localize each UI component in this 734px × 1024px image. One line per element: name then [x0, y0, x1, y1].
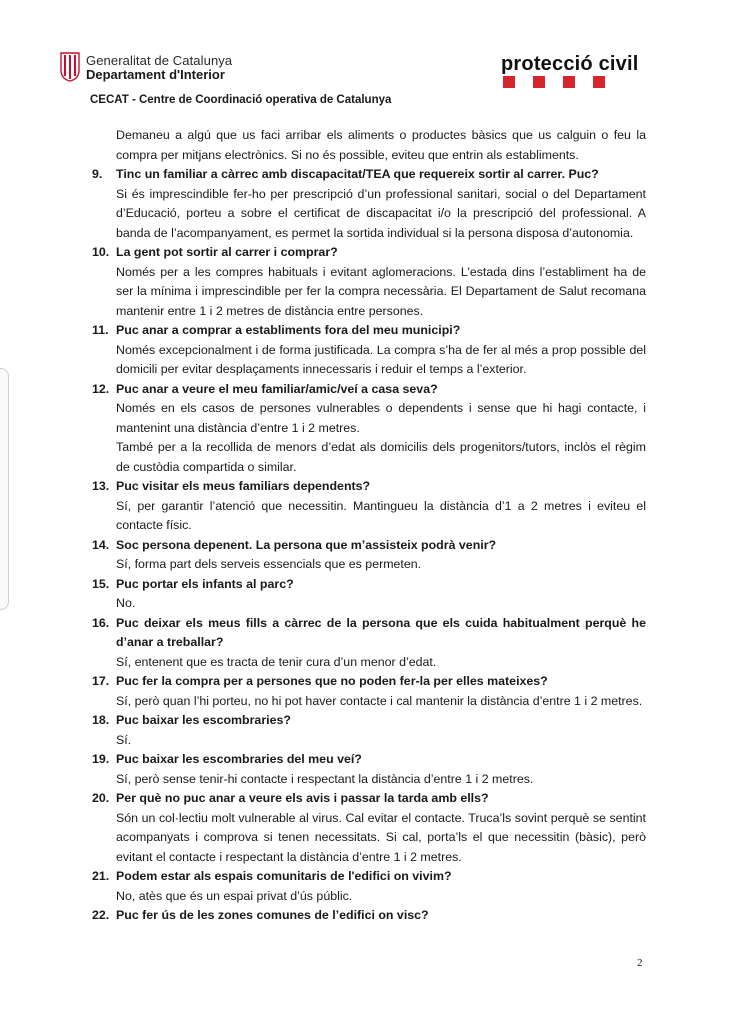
faq-answer: Sí, forma part dels serveis essencials que es permeten. [116, 557, 422, 571]
faq-content [92, 126, 646, 926]
question-text: Puc baixar les escombraries? [116, 713, 291, 727]
question-text: Soc persona depenent. La persona que m’assisteix podrà venir? [116, 537, 497, 552]
faq-answer: Sí, però sense tenir-hi contacte i respectant la distància d’entre 1 i 2 metres. [116, 771, 534, 786]
question-text: Podem estar als espais comunitaris de l'edifici on vivim? [116, 869, 452, 883]
gencat-name: Generalitat de Catalunya [86, 53, 233, 68]
faq-answer: Si és imprescindible fer-ho per prescripció d’un professional sanitari, social o del Departament d’Educació, porteu a sobre el certificat de discapacitat i/o la prescripció del professional. A banda de l’acompanyament, es permet la sortida individual si la persona disposa d’autonomia. [116, 186, 646, 240]
intro-paragraph: Demaneu a algú que us faci arribar els aliments o productes bàsics que us calguin o feu la compra per mitjans electrònics. Si no és possible, eviteu que entrin als establiments. [116, 128, 646, 162]
question-number: 11. [92, 323, 109, 337]
question-number: 13. [92, 479, 110, 493]
question-number: 20. [92, 791, 110, 805]
question-number: 15. [92, 576, 110, 591]
question-number: 12. [92, 381, 110, 396]
faq-answer: També per a la recollida de menors d’edat als domicilis dels progenitors/tutors, inclòs el règim de custòdia compartida o similar. [116, 440, 646, 474]
department-name: Departament d'Interior [86, 67, 225, 82]
faq-question [92, 672, 646, 692]
question-number: 16. [92, 615, 110, 630]
faq-question [92, 711, 646, 731]
question-text: Puc portar els infants al parc? [116, 576, 294, 591]
question-text: Tinc un familiar a càrrec amb discapacitat/TEA que requereix sortir al carrer. Puc? [116, 167, 599, 181]
question-text: Puc anar a comprar a establiments fora del meu municipi? [116, 323, 461, 337]
faq-question [92, 165, 646, 185]
proteccio-civil-logo [501, 54, 639, 74]
question-text: Puc fer la compra per a persones que no poden fer-la per elles mateixes? [116, 674, 548, 688]
faq-question [92, 750, 646, 770]
question-text: Puc baixar les escombraries del meu veí? [116, 752, 362, 766]
document-subtitle: CECAT - Centre de Coordinació operativa de Catalunya [90, 94, 392, 106]
faq-answer: Són un col·lectiu molt vulnerable al virus. Cal evitar el contacte. Truca’ls sovint perquè se sentint acompanyats i comprova si tenen necessitats. Si cal, porta’ls el que necessitin (bàsic), però evitant el contacte i respectant la distància d’entre 1 i 2 metres. [116, 810, 646, 864]
brand-squares [503, 76, 623, 88]
question-number: 22. [92, 908, 110, 922]
question-text: Puc deixar els meus fills a càrrec de la persona que els cuida habitualment perquè he d’anar a treballar? [116, 615, 646, 649]
faq-question [92, 477, 646, 497]
question-text: Puc fer ús de les zones comunes de l’edifici on visc? [116, 908, 429, 922]
faq-question [92, 243, 646, 263]
faq-question [92, 536, 646, 556]
faq-answer: Sí, però quan l’hi porteu, no hi pot haver contacte i cal mantenir la distància d’entre 1 i 2 metres. [116, 693, 643, 708]
faq-question [92, 380, 646, 400]
faq-question [92, 614, 646, 653]
brand-text: protecció civil [501, 53, 639, 75]
question-number: 17. [92, 674, 110, 688]
brand-square [563, 76, 575, 88]
question-text: Puc visitar els meus familiars dependents? [116, 479, 371, 493]
faq-question [92, 789, 646, 809]
question-number: 19. [92, 752, 110, 766]
faq-answer: Sí. [116, 732, 132, 747]
faq-answer: Només excepcionalment i de forma justificada. La compra s’ha de fer al més a prop possible del domicili per evitar desplaçaments innecessaris i reduir el temps a l’exterior. [116, 342, 646, 376]
faq-question [92, 906, 646, 926]
faq-answer: No. [116, 596, 136, 610]
gencat-emblem-icon [60, 52, 80, 82]
faq-answer: Només per a les compres habituals i evitant aglomeracions. L’estada dins l’establiment ha de ser la mínima i imprescindible per fer la compra necessària. El Departament de Salut recomana mantenir entre 1 i 2 metres de distància entre persones. [116, 264, 646, 318]
question-text: Puc anar a veure el meu familiar/amic/veí a casa seva? [116, 381, 438, 396]
question-number: 18. [92, 713, 110, 727]
question-text: La gent pot sortir al carrer i comprar? [116, 245, 338, 259]
faq-answer: Sí, per garantir l’atenció que necessitin. Mantingueu la distància d’1 a 2 metres i eviteu el contacte físic. [116, 498, 646, 532]
question-number: 10. [92, 245, 110, 259]
question-number: 14. [92, 537, 110, 552]
question-number: 9. [92, 167, 103, 181]
page-edge-tab [0, 368, 9, 610]
faq-question [92, 575, 646, 595]
faq-answer: No, atès que és un espai privat d’ús públic. [116, 888, 353, 903]
faq-answer: Només en els casos de persones vulnerables o dependents i sense que hi hagi contacte, i mantenint una distància d’entre 1 i 2 metres. [116, 401, 646, 435]
page-number: 2 [637, 957, 643, 969]
brand-square [533, 76, 545, 88]
faq-question [92, 867, 646, 887]
question-number: 21. [92, 869, 110, 883]
brand-square [503, 76, 515, 88]
faq-answer: Sí, entenent que es tracta de tenir cura d’un menor d’edat. [116, 654, 437, 669]
brand-square [593, 76, 605, 88]
faq-question [92, 321, 646, 341]
question-text: Per què no puc anar a veure els avis i passar la tarda amb ells? [116, 791, 489, 805]
faq-list [92, 165, 646, 926]
